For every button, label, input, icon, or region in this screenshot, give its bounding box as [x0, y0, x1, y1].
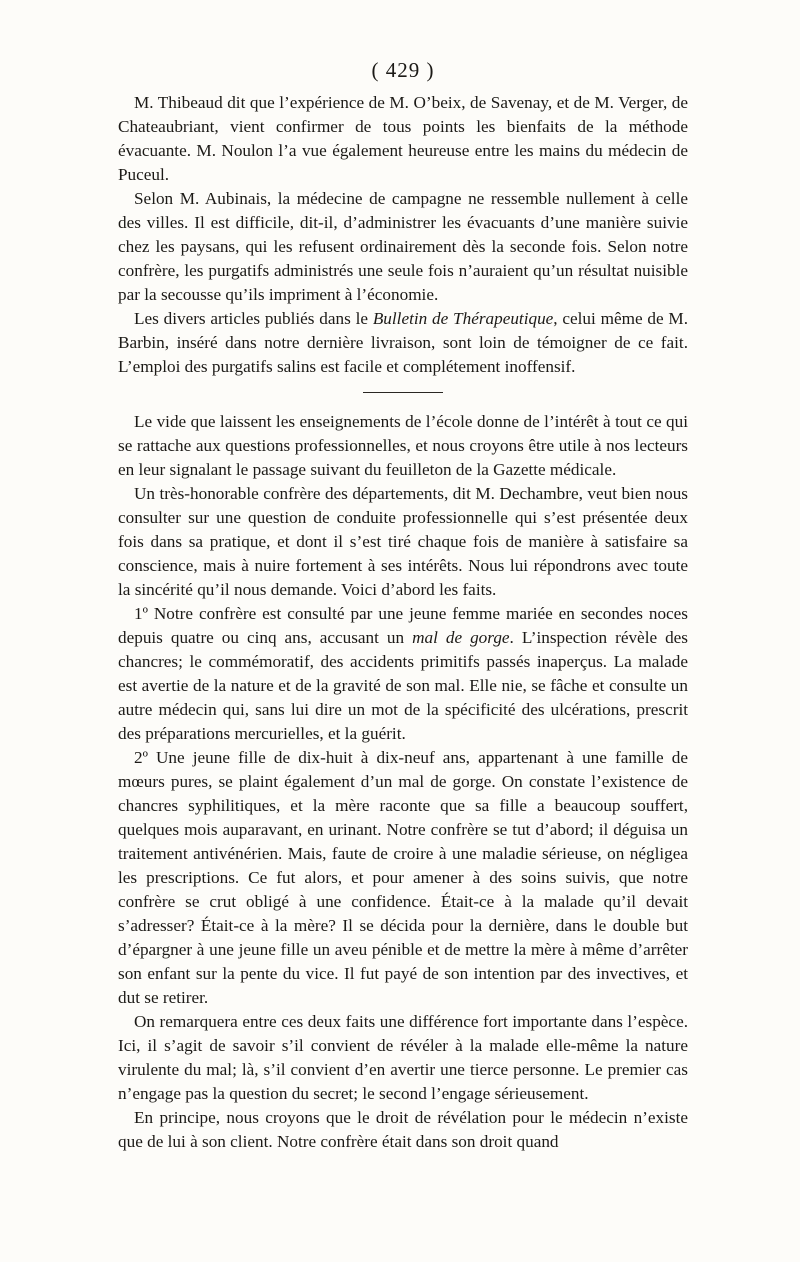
case-1-end: . L’inspection révèle des chancres; le commémoratif, des accidents primitifs passés inaperçus. La malade est avertie de la nature et de la gravité de son mal. Elle nie, se fâche et consulte un autre médecin qui, sans lui dire un mot de la spécificité des ulcérations, prescrit des préparations mercurielles, et la guérit. [118, 628, 688, 743]
case-1-start: 1º Notre confrère est consulté par une jeune femme mariée en secondes noces depuis quatre ou cinq ans, accusant un [118, 604, 688, 647]
paragraph-case-2: 2º Une jeune fille de dix-huit à dix-neuf ans, appartenant à une famille de mœurs pures, se plaint également d’un mal de gorge. On constate l’existence de chancres syphilitiques, et la mère raconte que sa fille a beaucoup souffert, quelques mois auparavant, en urinant. Notre confrère se tut d’abord; il déguisa un traitement antivénérien. Mais, faute de croire à une maladie sérieuse, on négligea les prescriptions. Ce fut alors, et pour amener à des soins suivis, que notre confrère se crut obligé à une confidence. Était-ce à la malade qu’il devait s’adresser? Était-ce à la mère? Il se décida pour la dernière, dans le double but d’épargner à une jeune fille un aveu pénible et de mettre la mère à même d’arrêter son enfant sur la pente du vice. Il fut payé de son intention par des invectives, et dut se retirer. [118, 748, 688, 1007]
section-divider [363, 392, 443, 393]
page-number: ( 429 ) [371, 58, 435, 82]
paragraph-difference: On remarquera entre ces deux faits une différence fort importante dans l’espèce. Ici, il s’agit de savoir s’il convient de révéler à la malade elle-même la nature virulente du mal; là, s’il convient d’en avertir une tierce personne. Le premier cas n’engage pas la question du secret; le second l’engage sérieusement. [118, 1012, 688, 1103]
paragraph-bulletin-end: , celui même de M. Barbin, inséré dans notre dernière livraison, sont loin de témoigner de ce fait. L’emploi des purgatifs salins est facile et complétement inoffensif. [118, 309, 688, 376]
paragraph-dechambre: Un très-honorable confrère des départements, dit M. Dechambre, veut bien nous consulter sur une question de conduite professionnelle qui s’est présentée deux fois dans sa pratique, et dont il s’est tiré chaque fois de manière à satisfaire sa conscience, mais à nuire fortement à ses intérêts. Nous lui répondrons avec toute la sincérité qu’il nous demande. Voici d’abord les faits. [118, 484, 688, 599]
paragraph-case-1 [118, 602, 688, 746]
paragraph-aubinais: Selon M. Aubinais, la médecine de campagne ne ressemble nullement à celle des villes. Il est difficile, dit-il, d’administrer les évacuants d’une manière suivie chez les paysans, qui les refusent ordinairement dès la seconde fois. Selon notre confrère, les purgatifs administrés une seule fois n’auraient qu’un résultat nuisible par la secousse qu’ils impriment à l’économie. [118, 189, 688, 304]
paragraph-bulletin-start: Les divers articles publiés dans le [134, 309, 373, 328]
paragraph-enseignements: Le vide que laissent les enseignements de l’école donne de l’intérêt à tout ce qui se rattache aux questions professionnelles, et nous croyons être utile à nos lecteurs en leur signalant le passage suivant du feuilleton de la Gazette médicale. [118, 412, 688, 479]
paragraph-bulletin [118, 307, 688, 379]
journal-title: Bulletin de Thérapeutique [372, 309, 554, 328]
paragraph-thibeaud: M. Thibeaud dit que l’expérience de M. O’beix, de Savenay, et de M. Verger, de Chateaubriant, vient confirmer de tous points les bienfaits de la méthode évacuante. M. Noulon l’a vue également heureuse entre les mains du médecin de Puceul. [118, 93, 688, 184]
case-1-emphasis: mal de gorge [412, 628, 510, 647]
paragraph-principle: En principe, nous croyons que le droit de révélation pour le médecin n’existe que de lui à son client. Notre confrère était dans son droit quand [118, 1108, 688, 1151]
